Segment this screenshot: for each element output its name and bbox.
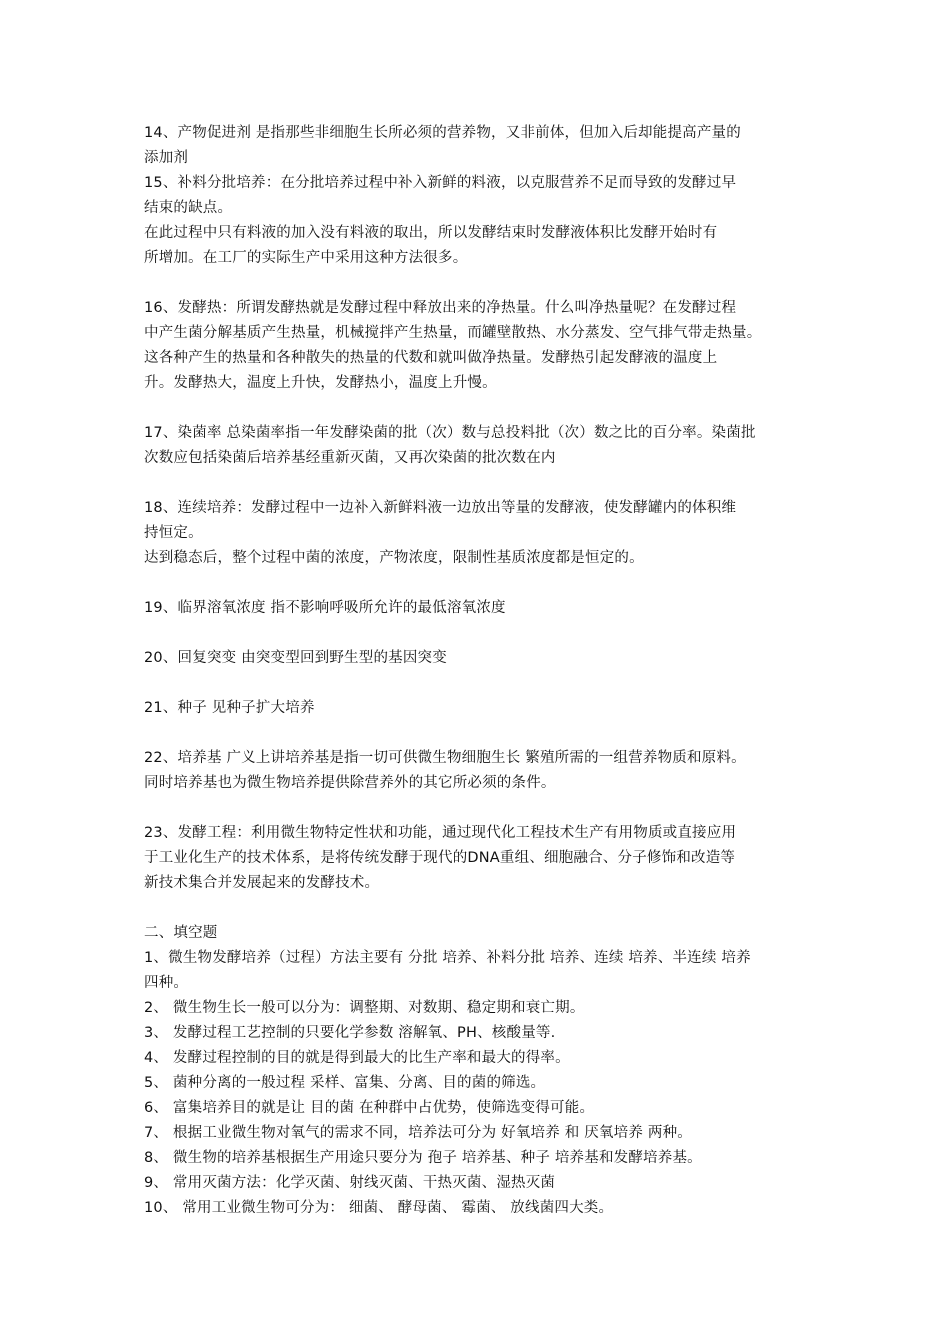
- text-line: 17、染菌率 总染菌率指一年发酵染菌的批（次）数与总投料批（次）数之比的百分率。染菌批: [144, 425, 756, 441]
- list-item: 4、 发酵过程控制的目的就是得到最大的比生产率和最大的得率。: [144, 1050, 570, 1066]
- text-line: 23、发酵工程：利用微生物特定性状和功能，通过现代化工程技术生产有用物质或直接应用: [144, 825, 737, 841]
- definition-20: [144, 646, 824, 671]
- fill-blank-section: [144, 921, 824, 1221]
- list-item: 四种。: [144, 975, 189, 991]
- list-item: 6、 富集培养目的就是让 目的菌 在种群中占优势，使筛选变得可能。: [144, 1100, 595, 1116]
- paragraph-gap: [144, 721, 824, 746]
- text-line: 18、连续培养：发酵过程中一边补入新鲜料液一边放出等量的发酵液，使发酵罐内的体积维: [144, 500, 737, 516]
- definition-17: [144, 421, 824, 471]
- list-item: 5、 菌种分离的一般过程 采样、富集、分离、目的菌的筛选。: [144, 1075, 546, 1091]
- text-line: 升。发酵热大，温度上升快，发酵热小，温度上升慢。: [144, 375, 497, 391]
- text-line: 于工业化生产的技术体系，是将传统发酵于现代的DNA重组、细胞融合、分子修饰和改造等: [144, 850, 736, 866]
- definition-14-15: [144, 121, 824, 271]
- text-line: 所增加。在工厂的实际生产中采用这种方法很多。: [144, 250, 468, 266]
- text-line: 持恒定。: [144, 525, 203, 541]
- paragraph-gap: [144, 396, 824, 421]
- text-line: 这各种产生的热量和各种散失的热量的代数和就叫做净热量。发酵热引起发酵液的温度上: [144, 350, 718, 366]
- paragraph-gap: [144, 671, 824, 696]
- text-line: 22、培养基 广义上讲培养基是指一切可供微生物细胞生长 繁殖所需的一组营养物质和原料。: [144, 750, 746, 766]
- section-heading: 二、填空题: [144, 925, 218, 941]
- list-item: 1、微生物发酵培养（过程）方法主要有 分批 培养、补料分批 培养、连续 培养、半连续 培养: [144, 950, 751, 966]
- text-line: 达到稳态后，整个过程中菌的浓度，产物浓度，限制性基质浓度都是恒定的。: [144, 550, 644, 566]
- definition-23: [144, 821, 824, 896]
- text-line: 同时培养基也为微生物培养提供除营养外的其它所必须的条件。: [144, 775, 556, 791]
- text-line: 次数应包括染菌后培养基经重新灭菌，又再次染菌的批次数在内: [144, 450, 556, 466]
- paragraph-gap: [144, 896, 824, 921]
- text-line: 新技术集合并发展起来的发酵技术。: [144, 875, 380, 891]
- definition-16: [144, 296, 824, 396]
- document-page: [144, 121, 824, 1221]
- paragraph-gap: [144, 796, 824, 821]
- text-line: 中产生菌分解基质产生热量，机械搅拌产生热量，而罐壁散热、水分蒸发、空气排气带走热量。: [144, 325, 762, 341]
- paragraph-gap: [144, 571, 824, 596]
- list-item: 7、 根据工业微生物对氧气的需求不同，培养法可分为 好氧培养 和 厌氧培养 两种。: [144, 1125, 692, 1141]
- text-line: 21、种子 见种子扩大培养: [144, 700, 315, 716]
- text-line: 15、补料分批培养：在分批培养过程中补入新鲜的料液，以克服营养不足而导致的发酵过早: [144, 175, 737, 191]
- definition-21: [144, 696, 824, 721]
- list-item: 10、 常用工业微生物可分为： 细菌、 酵母菌、 霉菌、 放线菌四大类。: [144, 1200, 614, 1216]
- paragraph-gap: [144, 271, 824, 296]
- text-line: 结束的缺点。: [144, 200, 233, 216]
- list-item: 3、 发酵过程工艺控制的只要化学参数 溶解氧、PH、核酸量等.: [144, 1025, 556, 1041]
- text-line: 在此过程中只有料液的加入没有料液的取出，所以发酵结束时发酵液体积比发酵开始时有: [144, 225, 718, 241]
- text-line: 添加剂: [144, 150, 189, 166]
- text-line: 20、回复突变 由突变型回到野生型的基因突变: [144, 650, 447, 666]
- paragraph-gap: [144, 471, 824, 496]
- text-line: 16、发酵热：所谓发酵热就是发酵过程中释放出来的净热量。什么叫净热量呢？在发酵过程: [144, 300, 737, 316]
- list-item: 8、 微生物的培养基根据生产用途只要分为 孢子 培养基、种子 培养基和发酵培养基。: [144, 1150, 702, 1166]
- list-item: 2、 微生物生长一般可以分为：调整期、对数期、稳定期和衰亡期。: [144, 1000, 585, 1016]
- list-item: 9、 常用灭菌方法：化学灭菌、射线灭菌、干热灭菌、湿热灭菌: [144, 1175, 556, 1191]
- text-line: 14、产物促进剂 是指那些非细胞生长所必须的营养物，又非前体，但加入后却能提高产量的: [144, 125, 741, 141]
- definition-18: [144, 496, 824, 571]
- text-line: 19、临界溶氧浓度 指不影响呼吸所允许的最低溶氧浓度: [144, 600, 506, 616]
- definition-22: [144, 746, 824, 796]
- paragraph-gap: [144, 621, 824, 646]
- definition-19: [144, 596, 824, 621]
